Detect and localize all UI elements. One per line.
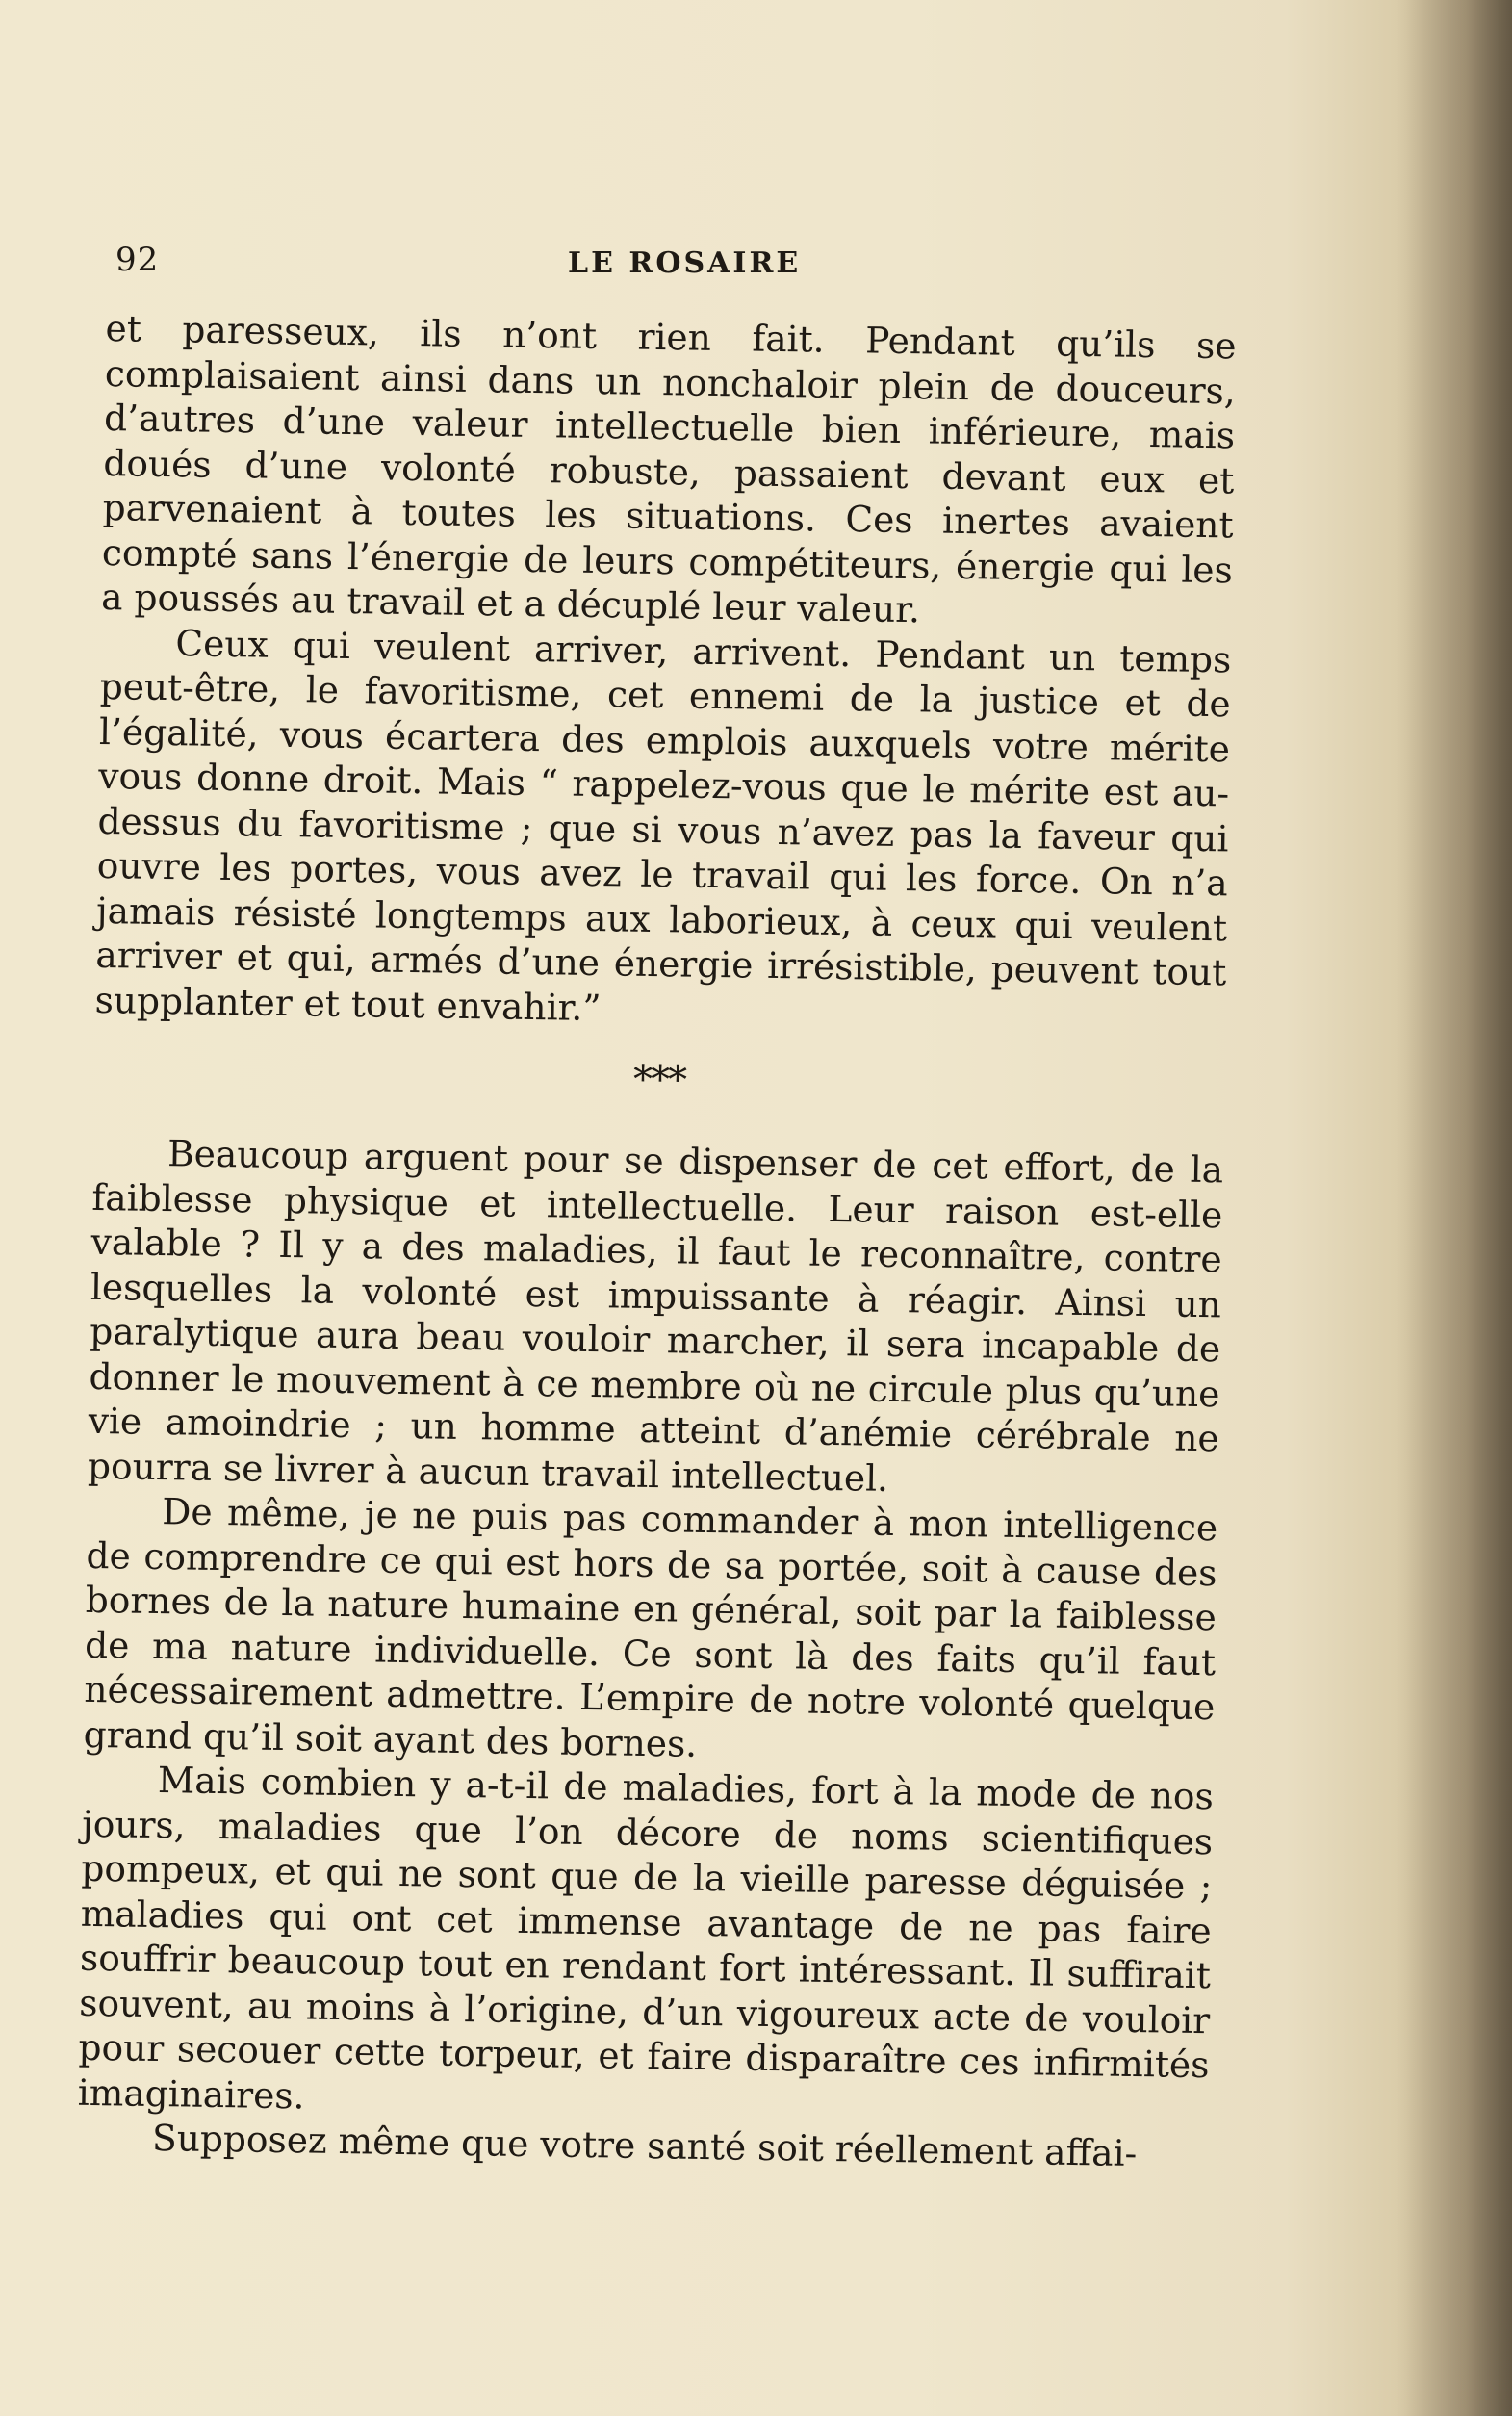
paragraph-4: De même, je ne puis pas commander à mon intelligence de comprendre ce qui est hors de sa portée, soit à cause des bornes de la nature humaine en général, soit par la faiblesse de ma nature individuelle. Ce sont là des faits qu’il faut nécessairement admettre. L’empire de notre volonté quelque grand qu’il soit ayant des bornes. xyxy=(83,1490,1218,1765)
paragraph-2: Ceux qui veulent arriver, arrivent. Pendant un temps peut-être, le favoritisme, cet ennemi de la justice et de l’égalité, vous écartera des emplois auxquels votre mérite vous donne droit. Mais “ rappelez-vous que le mérite est au-dessus du favoritisme ; que si vous n’avez pas la faveur qui ouvre les portes, vous avez le travail qui les force. On n’a jamais résisté longtemps aux laborieux, à ceux qui veulent arriver et qui, armés d’une énergie irrésistible, peuvent tout supplanter et tout envahir.” xyxy=(94,621,1232,1029)
page-header xyxy=(106,241,1237,289)
body-text xyxy=(77,306,1237,2177)
paragraph-5: Mais combien y a-t-il de maladies, fort à la mode de nos jours, maladies que l’on décore de noms scientifiques pompeux, et qui ne sont que de la vieille paresse déguisée ; maladies qui ont cet immense avantage de ne pas faire souffrir beaucoup tout en rendant fort intéressant. Il suffirait souvent, au moins à l’origine, d’un vigoureux acte de vouloir pour secouer cette torpeur, et faire disparaître ces infirmités imaginaires. xyxy=(77,1759,1215,2117)
paragraph-1: et paresseux, ils n’ont rien fait. Pendant qu’ils se complaisaient ainsi dans un nonchaloir plein de douceurs, d’autres d’une valeur intellectuelle bien inférieure, mais doués d’une volonté robuste, passaient devant eux et parvenaient à toutes les situations. Ces inertes avaient compté sans l’énergie de leurs compétiteurs, énergie qui les a poussés au travail et a décuplé leur valeur. xyxy=(100,306,1237,631)
binding-shadow xyxy=(1397,0,1512,2416)
running-head: LE ROSAIRE xyxy=(568,246,802,280)
page-number: 92 xyxy=(115,241,160,279)
paragraph-3: Beaucoup arguent pour se dispenser de cet effort, de la faiblesse physique et intellectuelle. Leur raison est-elle valable ? Il y a des maladies, il faut le reconnaître, contre lesquelles la volonté est impuissante à réagir. Ainsi un paralytique aura beau vouloir marcher, il sera incapable de donner le mouvement à ce membre où ne circule plus qu’une vie amoindrie ; un homme atteint d’anémie cérébrale ne pourra se livrer à aucun travail intellectuel. xyxy=(87,1132,1224,1500)
section-ornament: *** xyxy=(632,1057,686,1103)
paragraph-6: Supposez même que votre santé soit réellement affai- xyxy=(151,2116,1138,2175)
